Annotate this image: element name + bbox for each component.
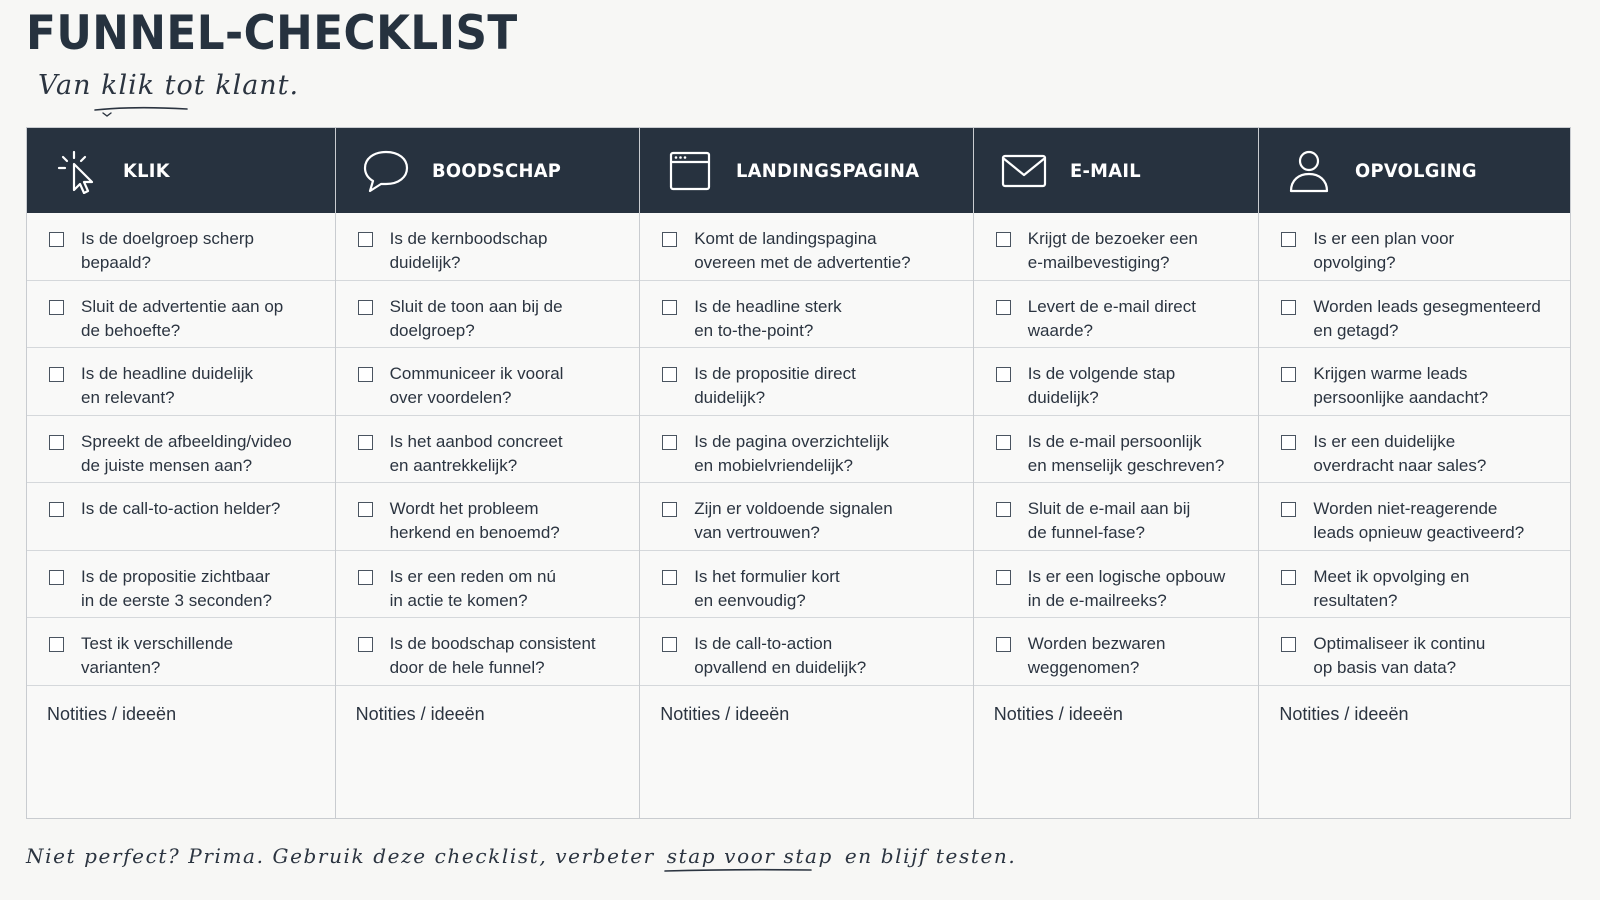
column-title: BOODSCHAP xyxy=(431,159,561,182)
checkbox[interactable] xyxy=(49,232,64,247)
column-header xyxy=(974,128,1259,213)
cursor-click-icon xyxy=(53,147,101,195)
column-landingspagina xyxy=(640,128,974,818)
notes-area[interactable]: Notities / ideeën xyxy=(355,703,485,724)
footer-underline-decoration xyxy=(663,866,813,876)
person-icon xyxy=(1285,147,1333,195)
checkbox[interactable] xyxy=(662,435,677,450)
checkbox[interactable] xyxy=(49,367,64,382)
checkbox[interactable] xyxy=(358,435,373,450)
checklist-item: Is de headline sterk en to-the-point? xyxy=(640,281,973,349)
column-klik xyxy=(27,128,336,818)
column-title: KLIK xyxy=(123,159,170,182)
column-title: OPVOLGING xyxy=(1355,159,1478,182)
checklist-item: Worden leads gesegmenteerd en getagd? xyxy=(1259,281,1570,349)
checklist-item: Levert de e-mail direct waarde? xyxy=(974,281,1259,349)
checkbox[interactable] xyxy=(49,637,64,652)
checkbox[interactable] xyxy=(358,232,373,247)
column-title: LANDINGSPAGINA xyxy=(736,159,920,182)
checkbox[interactable] xyxy=(662,570,677,585)
column-opvolging xyxy=(1259,128,1570,818)
column-e-mail xyxy=(974,128,1260,818)
checkbox[interactable] xyxy=(996,637,1011,652)
checklist-item: Is er een plan voor opvolging? xyxy=(1259,213,1570,281)
footer-note xyxy=(26,844,1016,868)
checklist-item: Is de volgende stap duidelijk? xyxy=(974,348,1259,416)
subtitle-underline-decoration xyxy=(93,104,189,118)
checklist-item: Sluit de toon aan bij de doelgroep? xyxy=(336,281,640,349)
checklist-item: Komt de landingspagina overeen met de advertentie? xyxy=(640,213,973,281)
checklist-item: Meet ik opvolging en resultaten? xyxy=(1259,551,1570,619)
checkbox[interactable] xyxy=(49,570,64,585)
checklist-item: Optimaliseer ik continu op basis van data? xyxy=(1259,618,1570,686)
checklist-item: Is de call-to-action helder? xyxy=(27,483,335,551)
footer-text-start: Niet perfect? Prima. Gebruik deze checklist, verbeter xyxy=(26,844,663,868)
checkbox[interactable] xyxy=(358,570,373,585)
checklist-item: Is de boodschap consistent door de hele funnel? xyxy=(336,618,640,686)
footer-highlight: stap voor stap xyxy=(663,844,837,868)
checklist-item: Spreekt de afbeelding/video de juiste mensen aan? xyxy=(27,416,335,484)
checklist-item: Is er een logische opbouw in de e-mailreeks? xyxy=(974,551,1259,619)
checklist-item: Is het formulier kort en eenvoudig? xyxy=(640,551,973,619)
checkbox[interactable] xyxy=(996,300,1011,315)
checklist-item: Zijn er voldoende signalen van vertrouwen? xyxy=(640,483,973,551)
notes-area[interactable]: Notities / ideeën xyxy=(993,703,1123,724)
checkbox[interactable] xyxy=(1281,367,1296,382)
checklist-item: Is de e-mail persoonlijk en menselijk geschreven? xyxy=(974,416,1259,484)
checkbox[interactable] xyxy=(996,232,1011,247)
checklist-item: Is de headline duidelijk en relevant? xyxy=(27,348,335,416)
notes-area[interactable]: Notities / ideeën xyxy=(1279,703,1409,724)
checkbox[interactable] xyxy=(358,300,373,315)
footer-text-end: en blijf testen. xyxy=(836,844,1017,868)
checklist-item: Is de propositie zichtbaar in de eerste 3 seconden? xyxy=(27,551,335,619)
checkbox[interactable] xyxy=(358,637,373,652)
checklist-item: Is er een duidelijke overdracht naar sales? xyxy=(1259,416,1570,484)
checklist-item: Is het aanbod concreet en aantrekkelijk? xyxy=(336,416,640,484)
column-header xyxy=(336,128,640,213)
checkbox[interactable] xyxy=(1281,570,1296,585)
checkbox[interactable] xyxy=(662,502,677,517)
checkbox[interactable] xyxy=(49,502,64,517)
checkbox[interactable] xyxy=(996,570,1011,585)
checkbox[interactable] xyxy=(1281,502,1296,517)
checkbox[interactable] xyxy=(49,435,64,450)
checklist-board xyxy=(26,127,1571,819)
checklist-item: Is er een reden om nú in actie te komen? xyxy=(336,551,640,619)
checklist-item: Is de kernboodschap duidelijk? xyxy=(336,213,640,281)
envelope-icon xyxy=(1000,147,1048,195)
checklist-item: Worden bezwaren weggenomen? xyxy=(974,618,1259,686)
checkbox[interactable] xyxy=(49,300,64,315)
checklist-item: Is de doelgroep scherp bepaald? xyxy=(27,213,335,281)
checklist-item: Worden niet-reagerende leads opnieuw geactiveerd? xyxy=(1259,483,1570,551)
page-subtitle: Van klik tot klant. xyxy=(38,70,300,101)
checkbox[interactable] xyxy=(996,502,1011,517)
checklist-item: Is de pagina overzichtelijk en mobielvriendelijk? xyxy=(640,416,973,484)
checkbox[interactable] xyxy=(996,367,1011,382)
checklist-item: Krijgen warme leads persoonlijke aandacht? xyxy=(1259,348,1570,416)
checkbox[interactable] xyxy=(662,637,677,652)
browser-window-icon xyxy=(666,147,714,195)
checklist-item: Communiceer ik vooral over voordelen? xyxy=(336,348,640,416)
checkbox[interactable] xyxy=(1281,435,1296,450)
checkbox[interactable] xyxy=(1281,637,1296,652)
checkbox[interactable] xyxy=(358,502,373,517)
notes-area[interactable]: Notities / ideeën xyxy=(660,703,790,724)
page-title: FUNNEL-CHECKLIST xyxy=(26,6,518,61)
column-header xyxy=(640,128,973,213)
checklist-item: Is de propositie direct duidelijk? xyxy=(640,348,973,416)
checkbox[interactable] xyxy=(358,367,373,382)
checklist-item: Sluit de e-mail aan bij de funnel-fase? xyxy=(974,483,1259,551)
checklist-item: Wordt het probleem herkend en benoemd? xyxy=(336,483,640,551)
checklist-item: Krijgt de bezoeker een e-mailbevestiging? xyxy=(974,213,1259,281)
checkbox[interactable] xyxy=(996,435,1011,450)
checklist-item: Test ik verschillende varianten? xyxy=(27,618,335,686)
checkbox[interactable] xyxy=(662,300,677,315)
notes-area[interactable]: Notities / ideeën xyxy=(47,703,177,724)
checkbox[interactable] xyxy=(1281,300,1296,315)
checkbox[interactable] xyxy=(662,232,677,247)
checkbox[interactable] xyxy=(1281,232,1296,247)
speech-bubble-icon xyxy=(362,147,410,195)
column-header xyxy=(27,128,335,213)
column-title: E-MAIL xyxy=(1069,159,1141,182)
column-boodschap xyxy=(336,128,641,818)
checklist-item: Is de call-to-action opvallend en duidelijk? xyxy=(640,618,973,686)
checklist-item: Sluit de advertentie aan op de behoefte? xyxy=(27,281,335,349)
column-header xyxy=(1259,128,1570,213)
checkbox[interactable] xyxy=(662,367,677,382)
